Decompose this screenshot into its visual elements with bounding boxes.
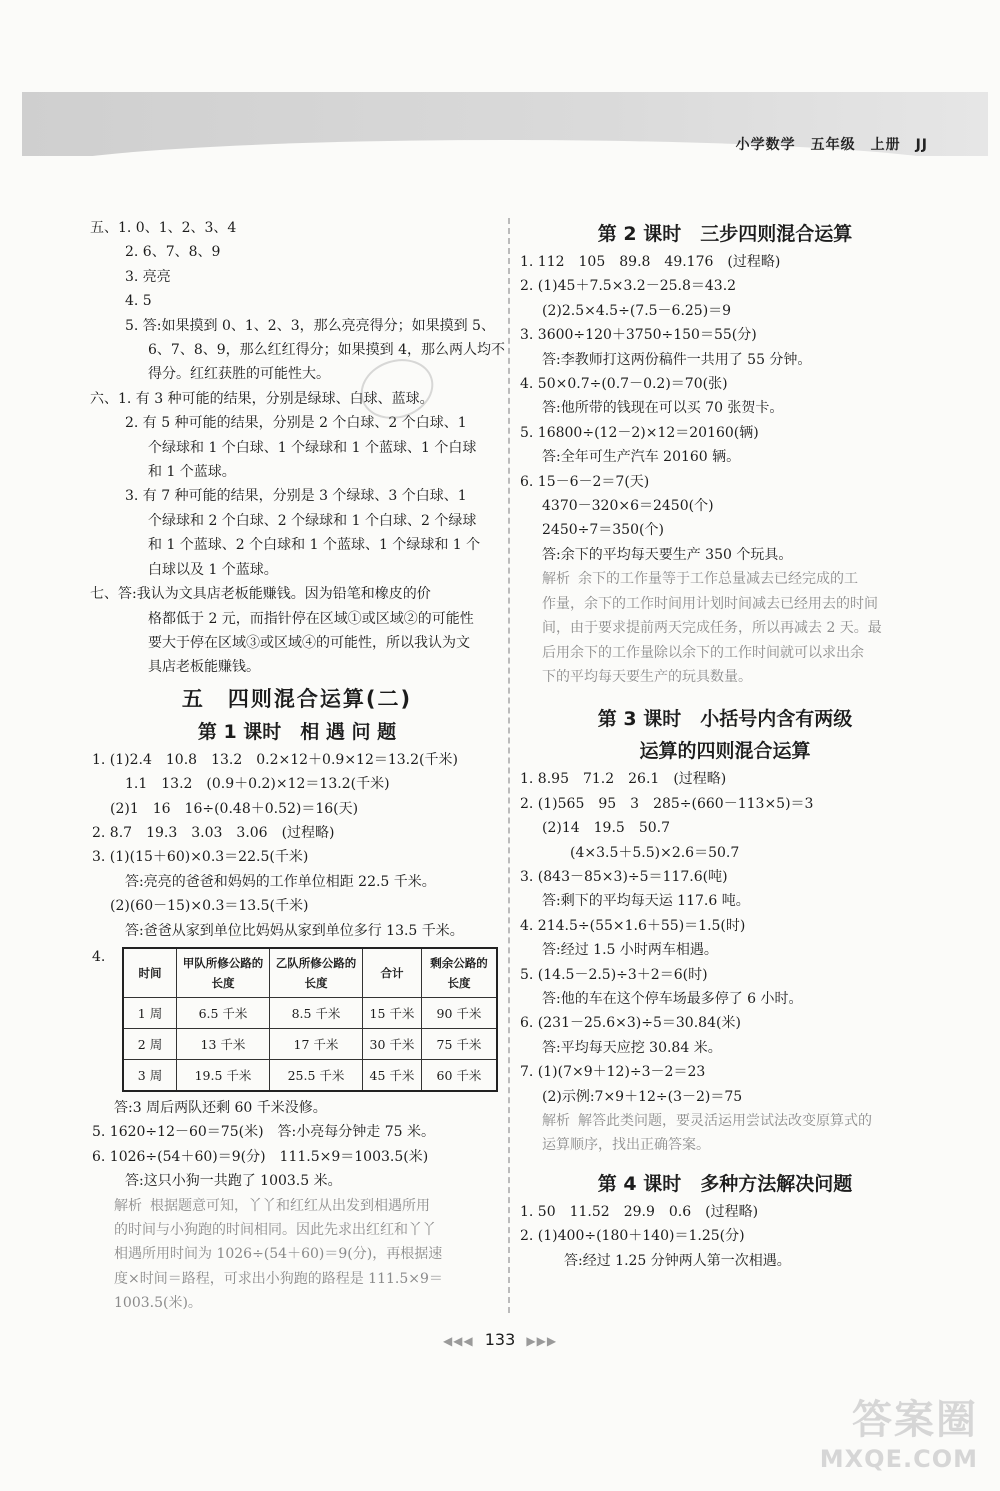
l1-q3-part2: (2)(60－15)×0.3＝13.5(千米): [110, 898, 309, 915]
l3-q6: 6. (231－25.6×3)÷5＝30.84(米): [520, 1015, 741, 1032]
lesson-1-title: 第 1 课时 相 遇 问 题: [197, 720, 397, 743]
l2-q3-answer: 答:李教师打这两份稿件一共用了 55 分钟。: [542, 351, 812, 368]
l3-q2-step: (4×3.5＋5.5)×2.6＝50.7: [570, 844, 740, 861]
l2-q4-answer: 答:他所带的钱现在可以买 70 张贺卡。: [542, 400, 784, 417]
l3-q4: 4. 214.5÷(55×1.6＋55)＝1.5(时): [520, 917, 746, 934]
l3-q7: 7. (1)(7×9＋12)÷3－2＝23: [520, 1064, 706, 1081]
answer-6-2: 2. 有 5 种可能的结果，分别是 2 个白球、2 个白球、1: [125, 415, 467, 432]
table-cell: 45 千米: [363, 1059, 422, 1091]
l3-q2: 2. (1)565 95 3 285÷(660－113×5)＝3: [520, 795, 814, 812]
answer-6-1: 六、1. 有 3 种可能的结果，分别是绿球、白球、蓝球。: [90, 390, 434, 407]
l3-q6-answer: 答:平均每天应挖 30.84 米。: [542, 1039, 722, 1056]
l4-q2: 2. (1)400÷(180＋140)＝1.25(分): [520, 1228, 745, 1245]
analysis-text: 相遇所用时间为 1026÷(54＋60)＝9(分)，再根据速: [114, 1246, 443, 1263]
analysis-text: 的时间与小狗跑的时间相同。因此先求出红红和丫丫: [114, 1222, 436, 1238]
table-cell: 15 千米: [363, 997, 422, 1028]
table-cell: 2 周: [123, 1028, 177, 1059]
analysis-text: 余下的工作量等于工作总量减去已经完成的工: [578, 571, 858, 588]
road-table: [122, 947, 498, 1092]
answer-6-3-cont: 白球以及 1 个蓝球。: [148, 561, 278, 578]
l2-q6-step: 4370－320×6＝2450(个): [542, 498, 714, 515]
analysis-tag: 解析: [542, 571, 570, 588]
analysis-text: 运算顺序，找出正确答案。: [542, 1137, 710, 1154]
table-cell: 17 千米: [270, 1028, 363, 1059]
analysis-text: 间，由于要求提前两天完成任务，所以再减去 2 天。最: [542, 620, 882, 637]
l3-q3-answer: 答:剩下的平均每天运 117.6 吨。: [542, 893, 750, 910]
answer-5-2: 2. 6、7、8、9: [125, 244, 221, 261]
table-row: [123, 1028, 497, 1059]
site-watermark: [820, 1388, 978, 1473]
answer-5-5: 5. 答:如果摸到 0、1、2、3，那么亮亮得分；如果摸到 5、: [125, 317, 495, 334]
table-cell: 30 千米: [363, 1028, 422, 1059]
table-cell: 90 千米: [422, 997, 498, 1028]
l3-q1: 1. 8.95 71.2 26.1 (过程略): [520, 771, 727, 788]
answer-5-4: 4. 5: [125, 293, 152, 310]
table-header-cell: 时间: [123, 948, 177, 998]
l1-q1-part2: (2)1 16 16÷(0.48＋0.52)＝16(天): [110, 800, 359, 817]
page-number: 133: [484, 1330, 516, 1349]
table-cell: 75 千米: [422, 1028, 498, 1059]
watermark-line1: 答案圈: [852, 1397, 978, 1443]
analysis-block-right-1: [520, 567, 930, 689]
analysis-text: 1003.5(米)。: [114, 1295, 202, 1312]
l3-q5: 5. (14.5－2.5)÷3＋2＝6(时): [520, 966, 708, 983]
l3-q3: 3. (843－85×3)÷5＝117.6(吨): [520, 868, 728, 885]
table-header-cell: 乙队所修公路的长度: [270, 948, 363, 998]
l2-q5: 5. 16800÷(12－2)×12＝20160(辆): [520, 424, 759, 441]
lesson-3-title: 第 3 课时 小括号内含有两级: [597, 708, 853, 731]
l4-q1: 1. 50 11.52 29.9 0.6 (过程略): [520, 1203, 759, 1220]
answer-7-cont: 具店老板能赚钱。: [148, 659, 260, 676]
l1-q6: 6. 1026÷(54＋60)＝9(分) 111.5×9＝1003.5(米): [92, 1148, 429, 1165]
answer-5-5-cont: 6、7、8、9，那么红红得分；如果摸到 4，那么两人均不: [148, 342, 505, 359]
answer-6-3: 3. 有 7 种可能的结果，分别是 3 个绿球、3 个白球、1: [125, 488, 467, 505]
table-header-cell: 剩余公路的长度: [422, 948, 498, 998]
analysis-block-left: [92, 1194, 502, 1316]
answer-5-5-cont: 得分。红红获胜的可能性大。: [148, 366, 330, 383]
analysis-text: 作量，余下的工作时间用计划时间减去已经用去的时间: [542, 595, 878, 612]
l3-q7-part2: (2)示例:7×9＋12÷(3－2)＝75: [542, 1088, 743, 1105]
analysis-text: 解答此类问题，要灵活运用尝试法改变原算式的: [578, 1113, 872, 1129]
l1-q4-answer: 答:3 周后两队还剩 60 千米没修。: [114, 1099, 327, 1116]
l2-q5-answer: 答:全年可生产汽车 20160 辆。: [542, 449, 741, 466]
prev-arrows-icon: ◀◀◀: [442, 1334, 474, 1348]
table-cell: 60 千米: [422, 1059, 498, 1091]
answer-7-cont: 要大于停在区域③或区域④的可能性，所以我认为文: [148, 634, 470, 651]
l1-q1: 1. (1)2.4 10.8 13.2 0.2×12＋0.9×12＝13.2(千米): [92, 751, 458, 768]
table-row: [123, 1059, 497, 1091]
table-header-row: [123, 948, 497, 998]
table-cell: 1 周: [123, 997, 177, 1028]
analysis-text: 根据题意可知，丫丫和红红从出发到相遇所用: [150, 1197, 430, 1214]
l2-q6-step: 2450÷7＝350(个): [542, 522, 664, 539]
l3-q2-part2: (2)14 19.5 50.7: [542, 820, 670, 837]
l2-q2-part2: (2)2.5×4.5÷(7.5－6.25)＝9: [542, 302, 732, 319]
analysis-text: 度×时间＝路程，可求出小狗跑的路程是 111.5×9＝: [114, 1270, 443, 1287]
l2-q3: 3. 3600÷120＋3750÷150＝55(分): [520, 327, 757, 344]
table-row: [123, 997, 497, 1028]
header-title: 小学数学 五年级 上册 JJ: [735, 137, 928, 153]
l1-q3-answer2: 答:爸爸从家到单位比妈妈从家到单位多行 13.5 千米。: [125, 922, 464, 939]
answer-5-1: 五、1. 0、1、2、3、4: [90, 220, 237, 236]
unit-title: 五 四则混合运算(二): [181, 686, 413, 711]
page-footer: [0, 1330, 1000, 1349]
answer-5-3: 3. 亮亮: [125, 268, 171, 285]
analysis-block-right-2: [520, 1109, 930, 1158]
table-cell: 19.5 千米: [177, 1059, 270, 1091]
lesson-3-title-line2: 运算的四则混合运算: [639, 740, 811, 763]
l4-q2-answer: 答:经过 1.25 分钟两人第一次相遇。: [564, 1252, 791, 1269]
l3-q5-answer: 答:他的车在这个停车场最多停了 6 小时。: [542, 990, 803, 1007]
l1-q1-cont: 1.1 13.2 (0.9＋0.2)×12＝13.2(千米): [125, 776, 390, 793]
table-cell: 25.5 千米: [270, 1059, 363, 1091]
answer-6-3-cont: 和 1 个蓝球、2 个白球和 1 个蓝球、1 个绿球和 1 个: [148, 537, 481, 554]
l2-q6-answer: 答:余下的平均每天要生产 350 个玩具。: [542, 546, 793, 563]
column-divider: [508, 218, 510, 1313]
answer-7-cont: 格都低于 2 元，而指针停在区域①或区域②的可能性: [148, 610, 474, 627]
l2-q2: 2. (1)45＋7.5×3.2－25.8＝43.2: [520, 278, 737, 295]
l2-q1: 1. 112 105 89.8 49.176 (过程略): [520, 254, 781, 270]
l1-q3-answer: 答:亮亮的爸爸和妈妈的工作单位相距 22.5 千米。: [125, 873, 436, 890]
lesson-2-title: 第 2 课时 三步四则混合运算: [597, 223, 853, 245]
lesson-4-title: 第 4 课时 多种方法解决问题: [597, 1172, 853, 1195]
analysis-tag: 解析: [542, 1113, 570, 1129]
right-column: [520, 216, 930, 1273]
answer-7: 七、答:我认为文具店老板能赚钱。因为铅笔和橡皮的价: [90, 586, 431, 603]
left-column: [90, 216, 505, 1316]
watermark-line2: MXQE.COM: [819, 1445, 978, 1473]
table-cell: 13 千米: [177, 1028, 270, 1059]
l2-q6: 6. 15－6－2＝7(天): [520, 473, 650, 490]
table-cell: 8.5 千米: [270, 997, 363, 1028]
l1-q5: 5. 1620÷12－60＝75(米) 答:小亮每分钟走 75 米。: [92, 1124, 435, 1141]
table-header-cell: 合计: [363, 948, 422, 998]
table-header-cell: 甲队所修公路的长度: [177, 948, 270, 998]
answer-6-2-cont: 个绿球和 1 个白球、1 个绿球和 1 个蓝球、1 个白球: [148, 439, 477, 456]
analysis-text: 下的平均每天要生产的玩具数量。: [542, 668, 752, 685]
l1-q3: 3. (1)(15＋60)×0.3＝22.5(千米): [92, 849, 309, 866]
analysis-tag: 解析: [114, 1197, 142, 1214]
l1-q6-answer: 答:这只小狗一共跑了 1003.5 米。: [125, 1173, 342, 1190]
l2-q4: 4. 50×0.7÷(0.7－0.2)＝70(张): [520, 376, 728, 393]
next-arrows-icon: ▶▶▶: [526, 1334, 558, 1348]
answer-6-2-cont: 和 1 个蓝球。: [148, 464, 236, 481]
l3-q4-answer: 答:经过 1.5 小时两车相遇。: [542, 942, 718, 959]
table-cell: 3 周: [123, 1059, 177, 1091]
answer-6-3-cont: 个绿球和 2 个白球、2 个绿球和 1 个白球、2 个绿球: [148, 512, 477, 529]
analysis-text: 后用余下的工作量除以余下的工作时间就可以求出余: [542, 644, 864, 661]
l1-q2: 2. 8.7 19.3 3.03 3.06 (过程略): [92, 824, 335, 841]
table-cell: 6.5 千米: [177, 997, 270, 1028]
l1-q4-label: 4.: [92, 948, 106, 965]
